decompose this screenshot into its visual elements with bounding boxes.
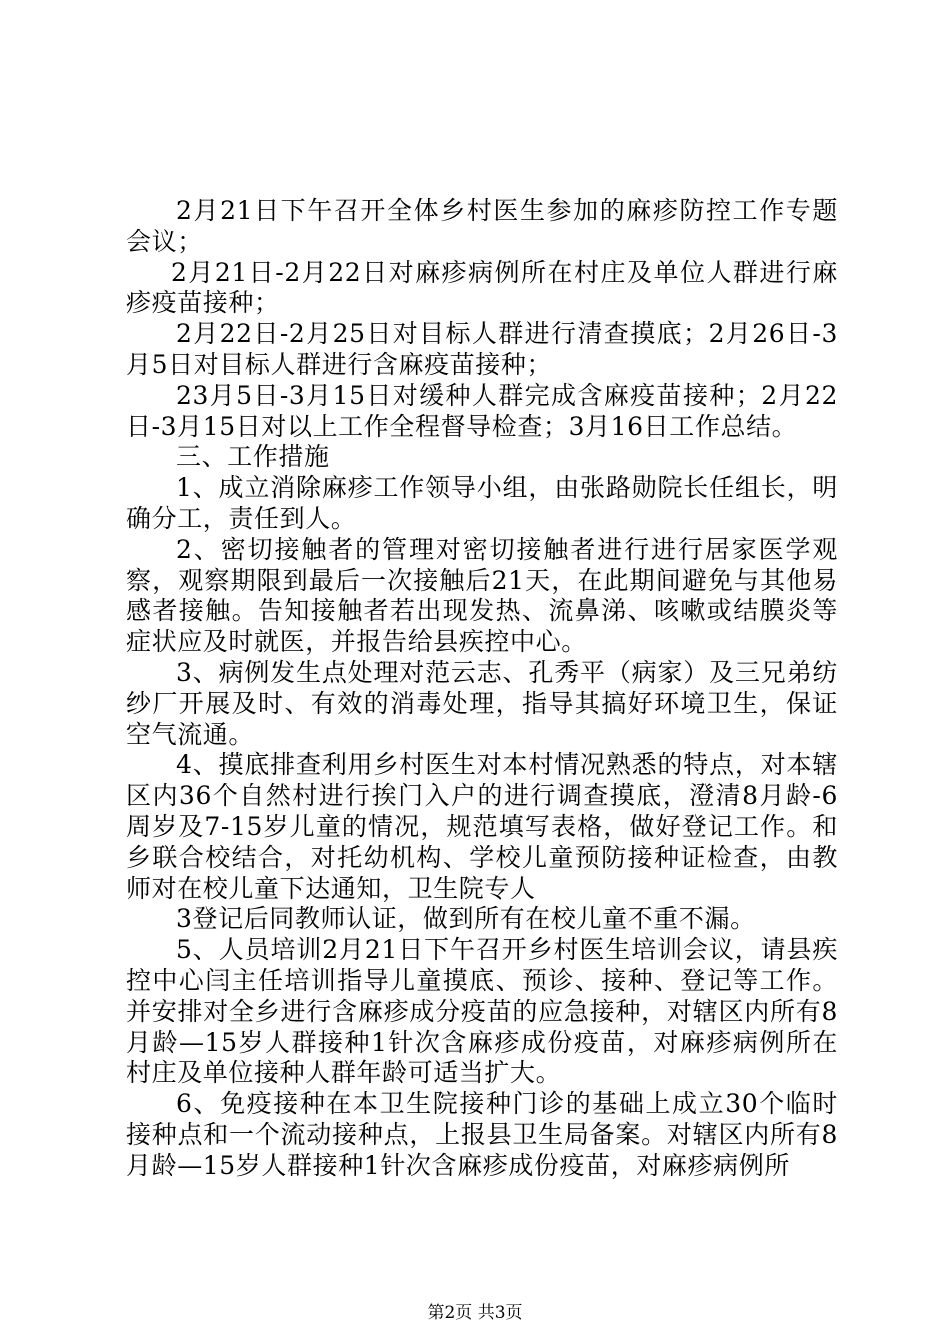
document-body — [126, 196, 838, 1182]
paragraph: 3登记后同教师认证，做到所有在校儿童不重不漏。 — [176, 904, 756, 934]
paragraph: 6、免疫接种在本卫生院接种门诊的基础上成立30个临时接种点和一个流动接种点，上报县卫生局备案。对辖区内所有8月龄—15岁人群接种1针次含麻疹成份疫苗，对麻疹病例所 — [126, 1089, 838, 1180]
paragraph: 23月5日-3月15日对缓种人群完成含麻疫苗接种；2月22日-3月15日对以上工作全程督导检查；3月16日工作总结。 — [126, 380, 838, 441]
paragraph: 2、密切接触者的管理对密切接触者进行进行居家医学观察，观察期限到最后一次接触后21天，在此期间避免与其他易感者接触。告知接触者若出现发热、流鼻涕、咳嗽或结膜炎等症状应及时就医，并报告给县疾控中心。 — [126, 534, 838, 657]
paragraph: 4、摸底排查利用乡村医生对本村情况熟悉的特点，对本辖区内36个自然村进行挨门入户的进行调查摸底，澄清8月龄-6周岁及7-15岁儿童的情况，规范填写表格，做好登记工作。和乡联合校结合，对托幼机构、学校儿童预防接种证检查，由教师对在校儿童下达通知，卫生院专人 — [126, 750, 838, 903]
paragraph: 3、病例发生点处理对范云志、孔秀平（病家）及三兄弟纺纱厂开展及时、有效的消毒处理，指导其搞好环境卫生，保证空气流通。 — [126, 657, 838, 749]
paragraph: 2月22日-2月25日对目标人群进行清查摸底；2月26日-3月5日对目标人群进行含麻疫苗接种； — [126, 319, 838, 379]
paragraph: 2月21日-2月22日对麻疹病例所在村庄及单位人群进行麻疹疫苗接种； — [126, 257, 838, 318]
section-heading: 三、工作措施 — [176, 442, 330, 472]
paragraph: 1、成立消除麻疹工作领导小组，由张路勋院长任组长，明确分工，责任到人。 — [126, 473, 838, 533]
paragraph: 2月21日下午召开全体乡村医生参加的麻疹防控工作专题会议； — [126, 196, 838, 256]
page-footer: 第2页 共3页 — [427, 1303, 523, 1323]
paragraph: 5、人员培训2月21日下午召开乡村医生培训会议，请县疾控中心闫主任培训指导儿童摸底、预诊、接种、登记等工作。并安排对全乡进行含麻疹成分疫苗的应急接种，对辖区内所有8月龄—15岁人群接种1针次含麻疹成份疫苗，对麻疹病例所在村庄及单位接种人群年龄可适当扩大。 — [126, 935, 838, 1088]
